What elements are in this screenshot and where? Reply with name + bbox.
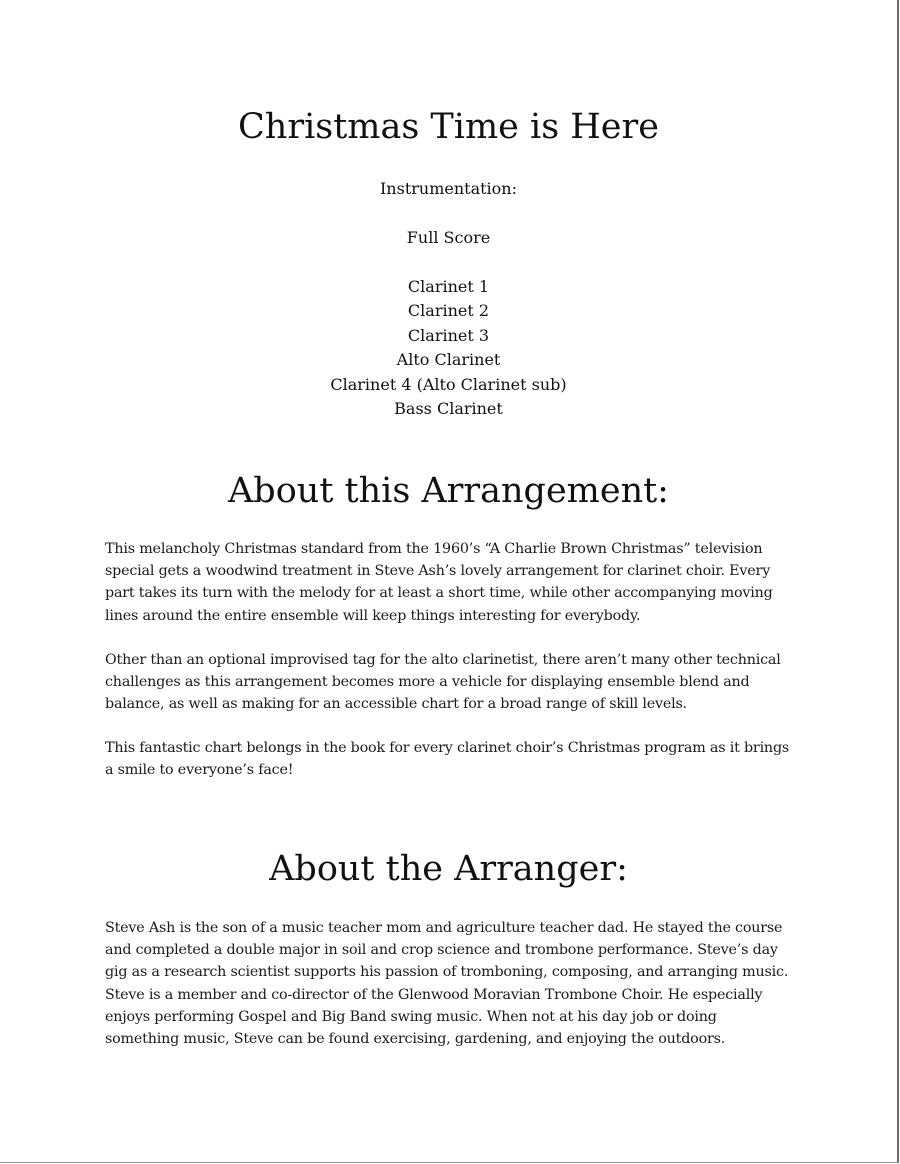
instrument-item: Clarinet 4 (Alto Clarinet sub)	[330, 374, 567, 394]
instrument-list	[0, 275, 897, 421]
arranger-paragraph	[105, 917, 795, 1050]
text-line: Other than an optional improvised tag for the alto clarinetist, there aren’t many other technical	[105, 652, 781, 668]
about-arrangement-heading: About this Arrangement:	[228, 471, 669, 511]
text-line: Steve is a member and co-director of the Glenwood Moravian Trombone Choir. He especially	[105, 986, 763, 1003]
arrangement-paragraph-1	[105, 538, 795, 627]
text-line: and completed a double major in soil and crop science and trombone performance. Steve’s day	[105, 942, 778, 959]
text-line: lines around the entire ensemble will keep things interesting for everybody.	[105, 607, 641, 624]
text-line: gig as a research scientist supports his passion of tromboning, composing, and arranging music.	[105, 964, 789, 981]
text-line: challenges as this arrangement becomes more a vehicle for displaying ensemble blend and	[105, 674, 750, 691]
full-score-label: Full Score	[406, 228, 491, 247]
instrument-item: Alto Clarinet	[396, 350, 501, 370]
arrangement-paragraph-3	[105, 737, 795, 781]
text-line: Steve Ash is the son of a music teacher mom and agriculture teacher dad. He stayed the course	[105, 920, 783, 936]
text-line: special gets a woodwind treatment in Steve Ash’s lovely arrangement for clarinet choir. Every	[105, 563, 771, 580]
instrument-item: Bass Clarinet	[394, 398, 503, 418]
page-title: Christmas Time is Here	[238, 107, 659, 147]
text-line: something music, Steve can be found exercising, gardening, and enjoying the outdoors.	[105, 1031, 726, 1048]
text-line: part takes its turn with the melody for at least a short time, while other accompanying moving	[105, 585, 773, 602]
instrument-item: Clarinet 3	[407, 325, 490, 345]
text-line: balance, as well as making for an accessible chart for a broad range of skill levels.	[105, 696, 687, 713]
instrument-item: Clarinet 2	[407, 301, 490, 321]
text-line: This fantastic chart belongs in the book for every clarinet choir’s Christmas program as it brings	[105, 740, 790, 756]
instrumentation-label: Instrumentation:	[379, 179, 517, 198]
text-line: This melancholy Christmas standard from the 1960’s “A Charlie Brown Christmas” television	[105, 541, 763, 557]
about-arranger-heading: About the Arranger:	[269, 849, 628, 889]
text-line: a smile to everyone’s face!	[105, 762, 294, 779]
text-line: enjoys performing Gospel and Big Band swing music. When not at his day job or doing	[105, 1008, 717, 1025]
instrument-item: Clarinet 1	[407, 277, 490, 296]
arrangement-paragraph-2	[105, 649, 795, 716]
